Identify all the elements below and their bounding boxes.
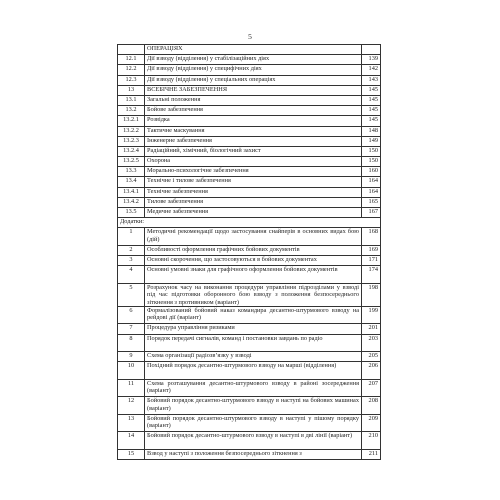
toc-row: [118, 266, 381, 284]
toc-page-number: 145: [362, 95, 381, 105]
toc-page-number: 145: [362, 116, 381, 126]
toc-title: Тилове забезпечення: [145, 197, 362, 207]
toc-row: [118, 218, 381, 228]
toc-title: Схема розташування десантно-штурмового взводу в районі зосередження (варіант): [145, 379, 362, 397]
toc-number: 13: [118, 414, 145, 432]
toc-number: 12.3: [118, 75, 145, 85]
toc-row: [118, 283, 381, 306]
toc-page-number: 201: [362, 324, 381, 334]
toc-row: [118, 106, 381, 116]
toc-number: [118, 45, 145, 55]
toc-row: [118, 306, 381, 324]
toc-title: Методичні рекомендації щодо застосування снайперів в основних видах бою (дій): [145, 228, 362, 246]
toc-title: Розвідка: [145, 116, 362, 126]
toc-row: [118, 167, 381, 177]
toc-row: [118, 157, 381, 167]
toc-number: 12.2: [118, 65, 145, 75]
toc-row: [118, 256, 381, 266]
toc-number: 10: [118, 362, 145, 380]
toc-page-number: 149: [362, 136, 381, 146]
toc-number: 1: [118, 228, 145, 246]
toc-title: Схема організації радіозв’язку у взводі: [145, 352, 362, 362]
toc-title: Дії взводу (відділення) у специфічних діях: [145, 65, 362, 75]
toc-row: [118, 126, 381, 136]
toc-page-number: 139: [362, 55, 381, 65]
toc-page-number: 143: [362, 75, 381, 85]
toc-page-number: 174: [362, 266, 381, 284]
toc-row: [118, 208, 381, 218]
toc-number: 13.2: [118, 106, 145, 116]
toc-row: [118, 379, 381, 397]
toc-row: [118, 45, 381, 55]
toc-title: Розрахунок часу на виконання процедури управління підрозділами у взводі під час підготовки оборонного бою взводу з положення безпосереднього зіткнення з противником (варіант): [145, 283, 362, 306]
toc-body: [118, 45, 381, 460]
toc-page-number: 145: [362, 85, 381, 95]
toc-row: [118, 397, 381, 415]
toc-number: 13.3: [118, 167, 145, 177]
toc-row: [118, 324, 381, 334]
toc-number: 7: [118, 324, 145, 334]
toc-page-number: 165: [362, 197, 381, 207]
toc-row: [118, 55, 381, 65]
toc-number: 14: [118, 432, 145, 450]
toc-number: 2: [118, 245, 145, 255]
toc-title: Формалізований бойовий наказ командира десантно-штурмового взводу на рейдові дії (варіант): [145, 306, 362, 324]
toc-title: Загальні положення: [145, 95, 362, 105]
toc-title: Основні скорочення, що застосовуються в бойових документах: [145, 256, 362, 266]
toc-page-number: 171: [362, 256, 381, 266]
toc-number: 13.4: [118, 177, 145, 187]
toc-title: Охорона: [145, 157, 362, 167]
page-number: 5: [248, 32, 252, 41]
toc-title: Інженерне забезпечення: [145, 136, 362, 146]
toc-section-title: ВСЕБІЧНЕ ЗАБЕЗПЕЧЕННЯ: [145, 85, 362, 95]
toc-page-number: 150: [362, 157, 381, 167]
toc-number: 12: [118, 397, 145, 415]
toc-number: 3: [118, 256, 145, 266]
toc-row: [118, 228, 381, 246]
toc-row: [118, 85, 381, 95]
toc-title: Бойовий порядок десантно-штурмового взводу в наступі в дві лінії (варіант): [145, 432, 362, 450]
toc-title: Бойовий порядок десантно-штурмового взводу в наступі на бойових машинах (варіант): [145, 397, 362, 415]
toc-row: [118, 245, 381, 255]
toc-title: Бойовий порядок десантно-штурмового взводу в наступі у пішому порядку (варіант): [145, 414, 362, 432]
toc-row: [118, 334, 381, 352]
toc-number: 13.2.3: [118, 136, 145, 146]
toc-page-number: 150: [362, 146, 381, 156]
toc-title: Технічне і тилове забезпечення: [145, 177, 362, 187]
toc-title: Технічне забезпечення: [145, 187, 362, 197]
toc-page-number: 142: [362, 65, 381, 75]
toc-number: 13.2.5: [118, 157, 145, 167]
toc-number: 6: [118, 306, 145, 324]
toc-page-number: 199: [362, 306, 381, 324]
toc-number: 12.1: [118, 55, 145, 65]
toc-number: 15: [118, 449, 145, 459]
toc-title: Тактичне маскування: [145, 126, 362, 136]
toc-page-number: 206: [362, 362, 381, 380]
toc-number: 13.4.2: [118, 197, 145, 207]
toc-page-number: 145: [362, 106, 381, 116]
toc-page-number: [362, 45, 381, 55]
toc-title: Бойове забезпечення: [145, 106, 362, 116]
toc-title: Дії взводу (відділення) у стабілізаційних діях: [145, 55, 362, 65]
toc-title: ОПЕРАЦІЯХ: [145, 45, 362, 55]
toc-row: [118, 352, 381, 362]
toc-row: [118, 414, 381, 432]
toc-number: 9: [118, 352, 145, 362]
toc-page-number: 198: [362, 283, 381, 306]
toc-row: [118, 432, 381, 450]
toc-number: 13.5: [118, 208, 145, 218]
toc-row: [118, 362, 381, 380]
toc-page-number: 205: [362, 352, 381, 362]
toc-page-number: 164: [362, 177, 381, 187]
addenda-label: Додатки:: [118, 218, 381, 228]
toc-page-number: 164: [362, 187, 381, 197]
toc-page-number: 169: [362, 245, 381, 255]
toc-title: Основні умовні знаки для графічного оформлення бойових документів: [145, 266, 362, 284]
toc-row: [118, 187, 381, 197]
toc-row: [118, 146, 381, 156]
toc-page-number: 168: [362, 228, 381, 246]
toc-number: 5: [118, 283, 145, 306]
toc-number: 13.4.1: [118, 187, 145, 197]
toc-number: 11: [118, 379, 145, 397]
toc-title: Дії взводу (відділення) у спеціальних операціях: [145, 75, 362, 85]
toc-row: [118, 75, 381, 85]
toc-number: 13: [118, 85, 145, 95]
toc-page-number: 211: [362, 449, 381, 459]
toc-title: Радіаційний, хімічний, біологічний захист: [145, 146, 362, 156]
toc-row: [118, 116, 381, 126]
toc-page-number: 203: [362, 334, 381, 352]
toc-title: Особливості оформлення графічних бойових документів: [145, 245, 362, 255]
toc-row: [118, 65, 381, 75]
toc-title: Похідний порядок десантно-штурмового взводу на марші (відділення): [145, 362, 362, 380]
toc-page-number: 167: [362, 208, 381, 218]
toc-title: Взвод у наступі з положення безпосереднього зіткнення з: [145, 449, 362, 459]
toc-row: [118, 177, 381, 187]
toc-page-number: 160: [362, 167, 381, 177]
toc-title: Медичне забезпечення: [145, 208, 362, 218]
toc-row: [118, 449, 381, 459]
toc-row: [118, 95, 381, 105]
toc-page-number: 207: [362, 379, 381, 397]
toc-page-number: 148: [362, 126, 381, 136]
toc-number: 13.2.1: [118, 116, 145, 126]
toc-page-number: 210: [362, 432, 381, 450]
toc-page-number: 208: [362, 397, 381, 415]
toc-number: 13.1: [118, 95, 145, 105]
toc-row: [118, 197, 381, 207]
toc-row: [118, 136, 381, 146]
toc-title: Процедура управління ризиками: [145, 324, 362, 334]
table-of-contents: [117, 44, 381, 460]
toc-number: 13.2.2: [118, 126, 145, 136]
toc-number: 13.2.4: [118, 146, 145, 156]
toc-number: 8: [118, 334, 145, 352]
toc-title: Порядок передачі сигналів, команд і постановки завдань по радіо: [145, 334, 362, 352]
toc-title: Морально-психологічне забезпечення: [145, 167, 362, 177]
toc-number: 4: [118, 266, 145, 284]
toc-page-number: 209: [362, 414, 381, 432]
